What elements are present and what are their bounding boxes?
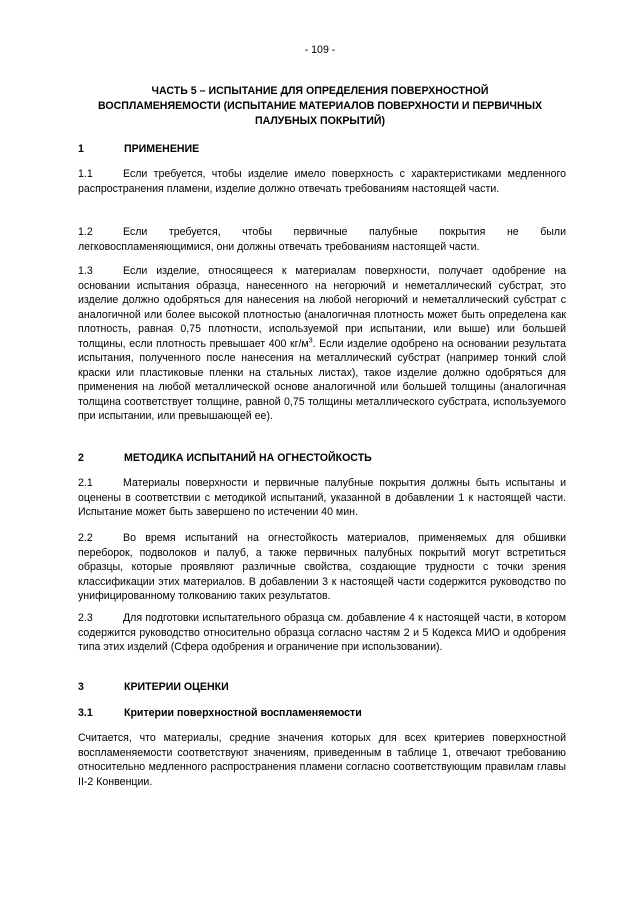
subsection-3-1-title: Критерии поверхностной воспламеняемости <box>124 707 362 719</box>
paragraph-1-3-text-b: . Если изделие одобрено на основании результата испытания, полученного после нанесения на металлический субстрат (например тонкий слой краски или пластиковые пленки на стальных листах), такое изделие должно одобряться для применения на любой металлической основе аналогичной или большей толщины (аналогичная толщина соответствует толщине, равной 0,75 толщины металлического субстрата, используемого при испытании, или превышающей ее). <box>78 337 566 422</box>
paragraph-3-1-text: Считается, что материалы, средние значения которых для всех критериев поверхностной воспламеняемости соответствуют значениям, приведенным в таблице 1, отвечают требованию относительно медленного распространения пламени согласно соответствующим правилам главы II-2 Конвенции. <box>78 732 566 788</box>
paragraph-2-2-number: 2.2 <box>78 532 93 544</box>
section-1-number: 1 <box>78 143 84 155</box>
paragraph-2-3-text: Для подготовки испытательного образца см. добавление 4 к настоящей части, в котором содержится руководство относительно образца согласно частям 2 и 5 Кодекса МИО и одобрения типа этих изделий (Сфера одобрения и ограничение при использовании). <box>78 612 566 653</box>
paragraph-1-2-number: 1.2 <box>78 226 93 238</box>
paragraph-1-3-number: 1.3 <box>78 265 93 277</box>
paragraph-2-1-number: 2.1 <box>78 477 93 489</box>
paragraph-1-3-text-a: Если изделие, относящееся к материалам поверхности, получает одобрение на основании испытания образца, нанесенного на негорючий и неметаллический субстрат, это изделие должно одобряться для нанесения на любой негорючий и неметаллический субстрат с аналогичной или более высокой плотностью (аналогичная плотность может быть определена как плотность, равная 0,75 плотности, используемой при испытании, или выше) или большей толщины, если плотность превышает 400 кг/м <box>78 265 566 350</box>
section-3-number: 3 <box>78 681 84 693</box>
paragraph-1-1-text: Если требуется, чтобы изделие имело поверхность с характеристиками медленного распространения пламени, изделие должно отвечать требованиям настоящей части. <box>78 168 566 195</box>
paragraph-1-1-number: 1.1 <box>78 168 93 180</box>
page-number: - 109 - <box>304 44 336 56</box>
paragraph-2-3 <box>78 611 566 655</box>
paragraph-3-1 <box>78 731 566 789</box>
paragraph-1-1 <box>78 167 566 196</box>
section-1-title: ПРИМЕНЕНИЕ <box>124 143 200 155</box>
section-3-title: КРИТЕРИИ ОЦЕНКИ <box>124 681 229 693</box>
section-2-title: МЕТОДИКА ИСПЫТАНИЙ НА ОГНЕСТОЙКОСТЬ <box>124 452 372 464</box>
paragraph-1-3 <box>78 264 566 424</box>
subsection-3-1-number: 3.1 <box>78 707 93 719</box>
paragraph-2-3-number: 2.3 <box>78 612 93 624</box>
paragraph-2-1 <box>78 476 566 520</box>
superscript-3: 3 <box>308 336 313 344</box>
part-title: ЧАСТЬ 5 – ИСПЫТАНИЕ ДЛЯ ОПРЕДЕЛЕНИЯ ПОВЕРХНОСТНОЙ ВОСПЛАМЕНЯЕМОСТИ (ИСПЫТАНИЕ МАТЕРИАЛОВ ПОВЕРХНОСТИ И ПЕРВИЧНЫХ ПАЛУБНЫХ ПОКРЫТИЙ) <box>97 85 543 127</box>
paragraph-2-1-text: Материалы поверхности и первичные палубные покрытия должны быть испытаны и оценены в соответствии с методикой испытаний, указанной в добавлении 1 к настоящей части. Испытание может быть завершено по истечении 40 мин. <box>78 477 566 518</box>
paragraph-1-2 <box>78 225 566 254</box>
paragraph-1-2-text: Если требуется, чтобы первичные палубные покрытия не были легковоспламеняющимися, они должны отвечать требованиям настоящей части. <box>78 226 566 253</box>
section-2-number: 2 <box>78 452 84 464</box>
paragraph-2-2-text: Во время испытаний на огнестойкость материалов, применяемых для обшивки переборок, подволоков и палуб, а также первичных палубных покрытий могут встретиться образцы, которые проявляют различные свойства, создающие трудности с точки зрения классификации этих материалов. В добавлении 3 к настоящей части содержится руководство по унифицированному толкованию таких результатов. <box>78 532 566 602</box>
paragraph-2-2 <box>78 531 566 604</box>
